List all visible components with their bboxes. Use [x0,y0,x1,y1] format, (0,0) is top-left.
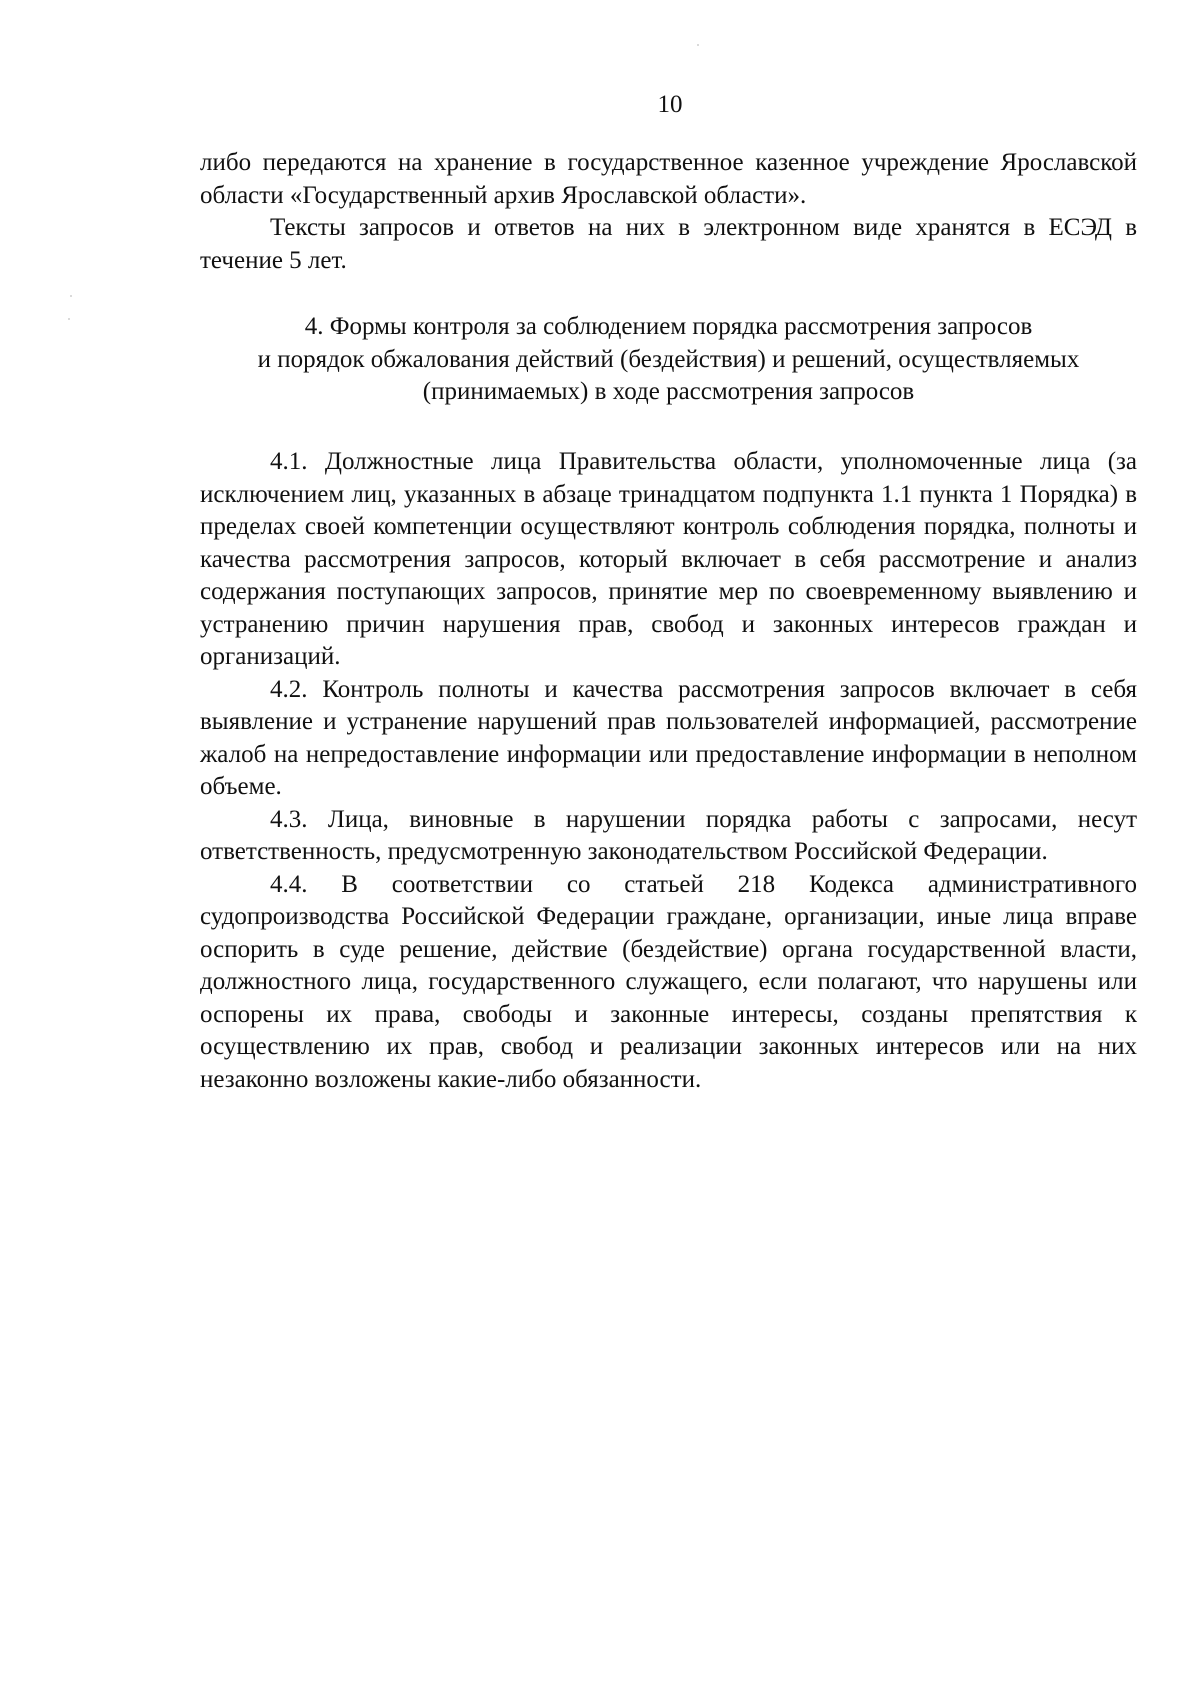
section-heading-line-2: и порядок обжалования действий (бездействия) и решений, осуществляемых [257,345,1080,373]
intro-block [200,147,1137,277]
paragraph-4-1: 4.1. Должностные лица Правительства области, уполномоченные лица (за исключением лиц, указанных в абзаце тринадцатом подпункта 1.1 пункта 1 Порядка) в пределах своей компетенции осуществляют контроль соблюдения порядка, полноты и качества рассмотрения запросов, который включает в себя рассмотрение и анализ содержания поступающих запросов, принятие мер по своевременному выявлению и устранению причин нарушения прав, свобод и законных интересов граждан и организаций. [200,448,1137,670]
scan-speck [68,318,70,320]
section-heading [200,311,1137,409]
section-body [200,446,1137,1096]
scan-speck [697,44,699,46]
paragraph-4-3: 4.3. Лица, виновные в нарушении порядка работы с запросами, несут ответственность, предусмотренную законодательством Российской Федерации. [200,805,1137,865]
intro-continuation: либо передаются на хранение в государственное казенное учреждение Ярославской области «Государственный архив Ярославской области». [200,149,1137,209]
paragraph-4-2: 4.2. Контроль полноты и качества рассмотрения запросов включает в себя выявление и устранение нарушений прав пользователей информацией, рассмотрение жалоб на непредоставление информации или предоставление информации в неполном объеме. [200,675,1137,800]
paragraph-4-4: 4.4. В соответствии со статьей 218 Кодекса административного судопроизводства Российской Федерации граждане, организации, иные лица вправе оспорить в суде решение, действие (бездействие) органа государственной власти, должностного лица, государственного служащего, если полагают, что нарушены или оспорены их права, свободы и законные интересы, созданы препятствия к осуществлению их прав, свобод и реализации законных интересов или на них незаконно возложены какие-либо обязанности. [200,870,1137,1093]
intro-storage-paragraph: Тексты запросов и ответов на них в электронном виде хранятся в ЕСЭД в течение 5 лет. [200,214,1137,274]
section-heading-line-3: (принимаемых) в ходе рассмотрения запросов [422,378,915,405]
section-heading-line-1: 4. Формы контроля за соблюдением порядка рассмотрения запросов [304,313,1033,340]
scan-speck [70,295,72,297]
page-number: 10 [657,91,683,118]
